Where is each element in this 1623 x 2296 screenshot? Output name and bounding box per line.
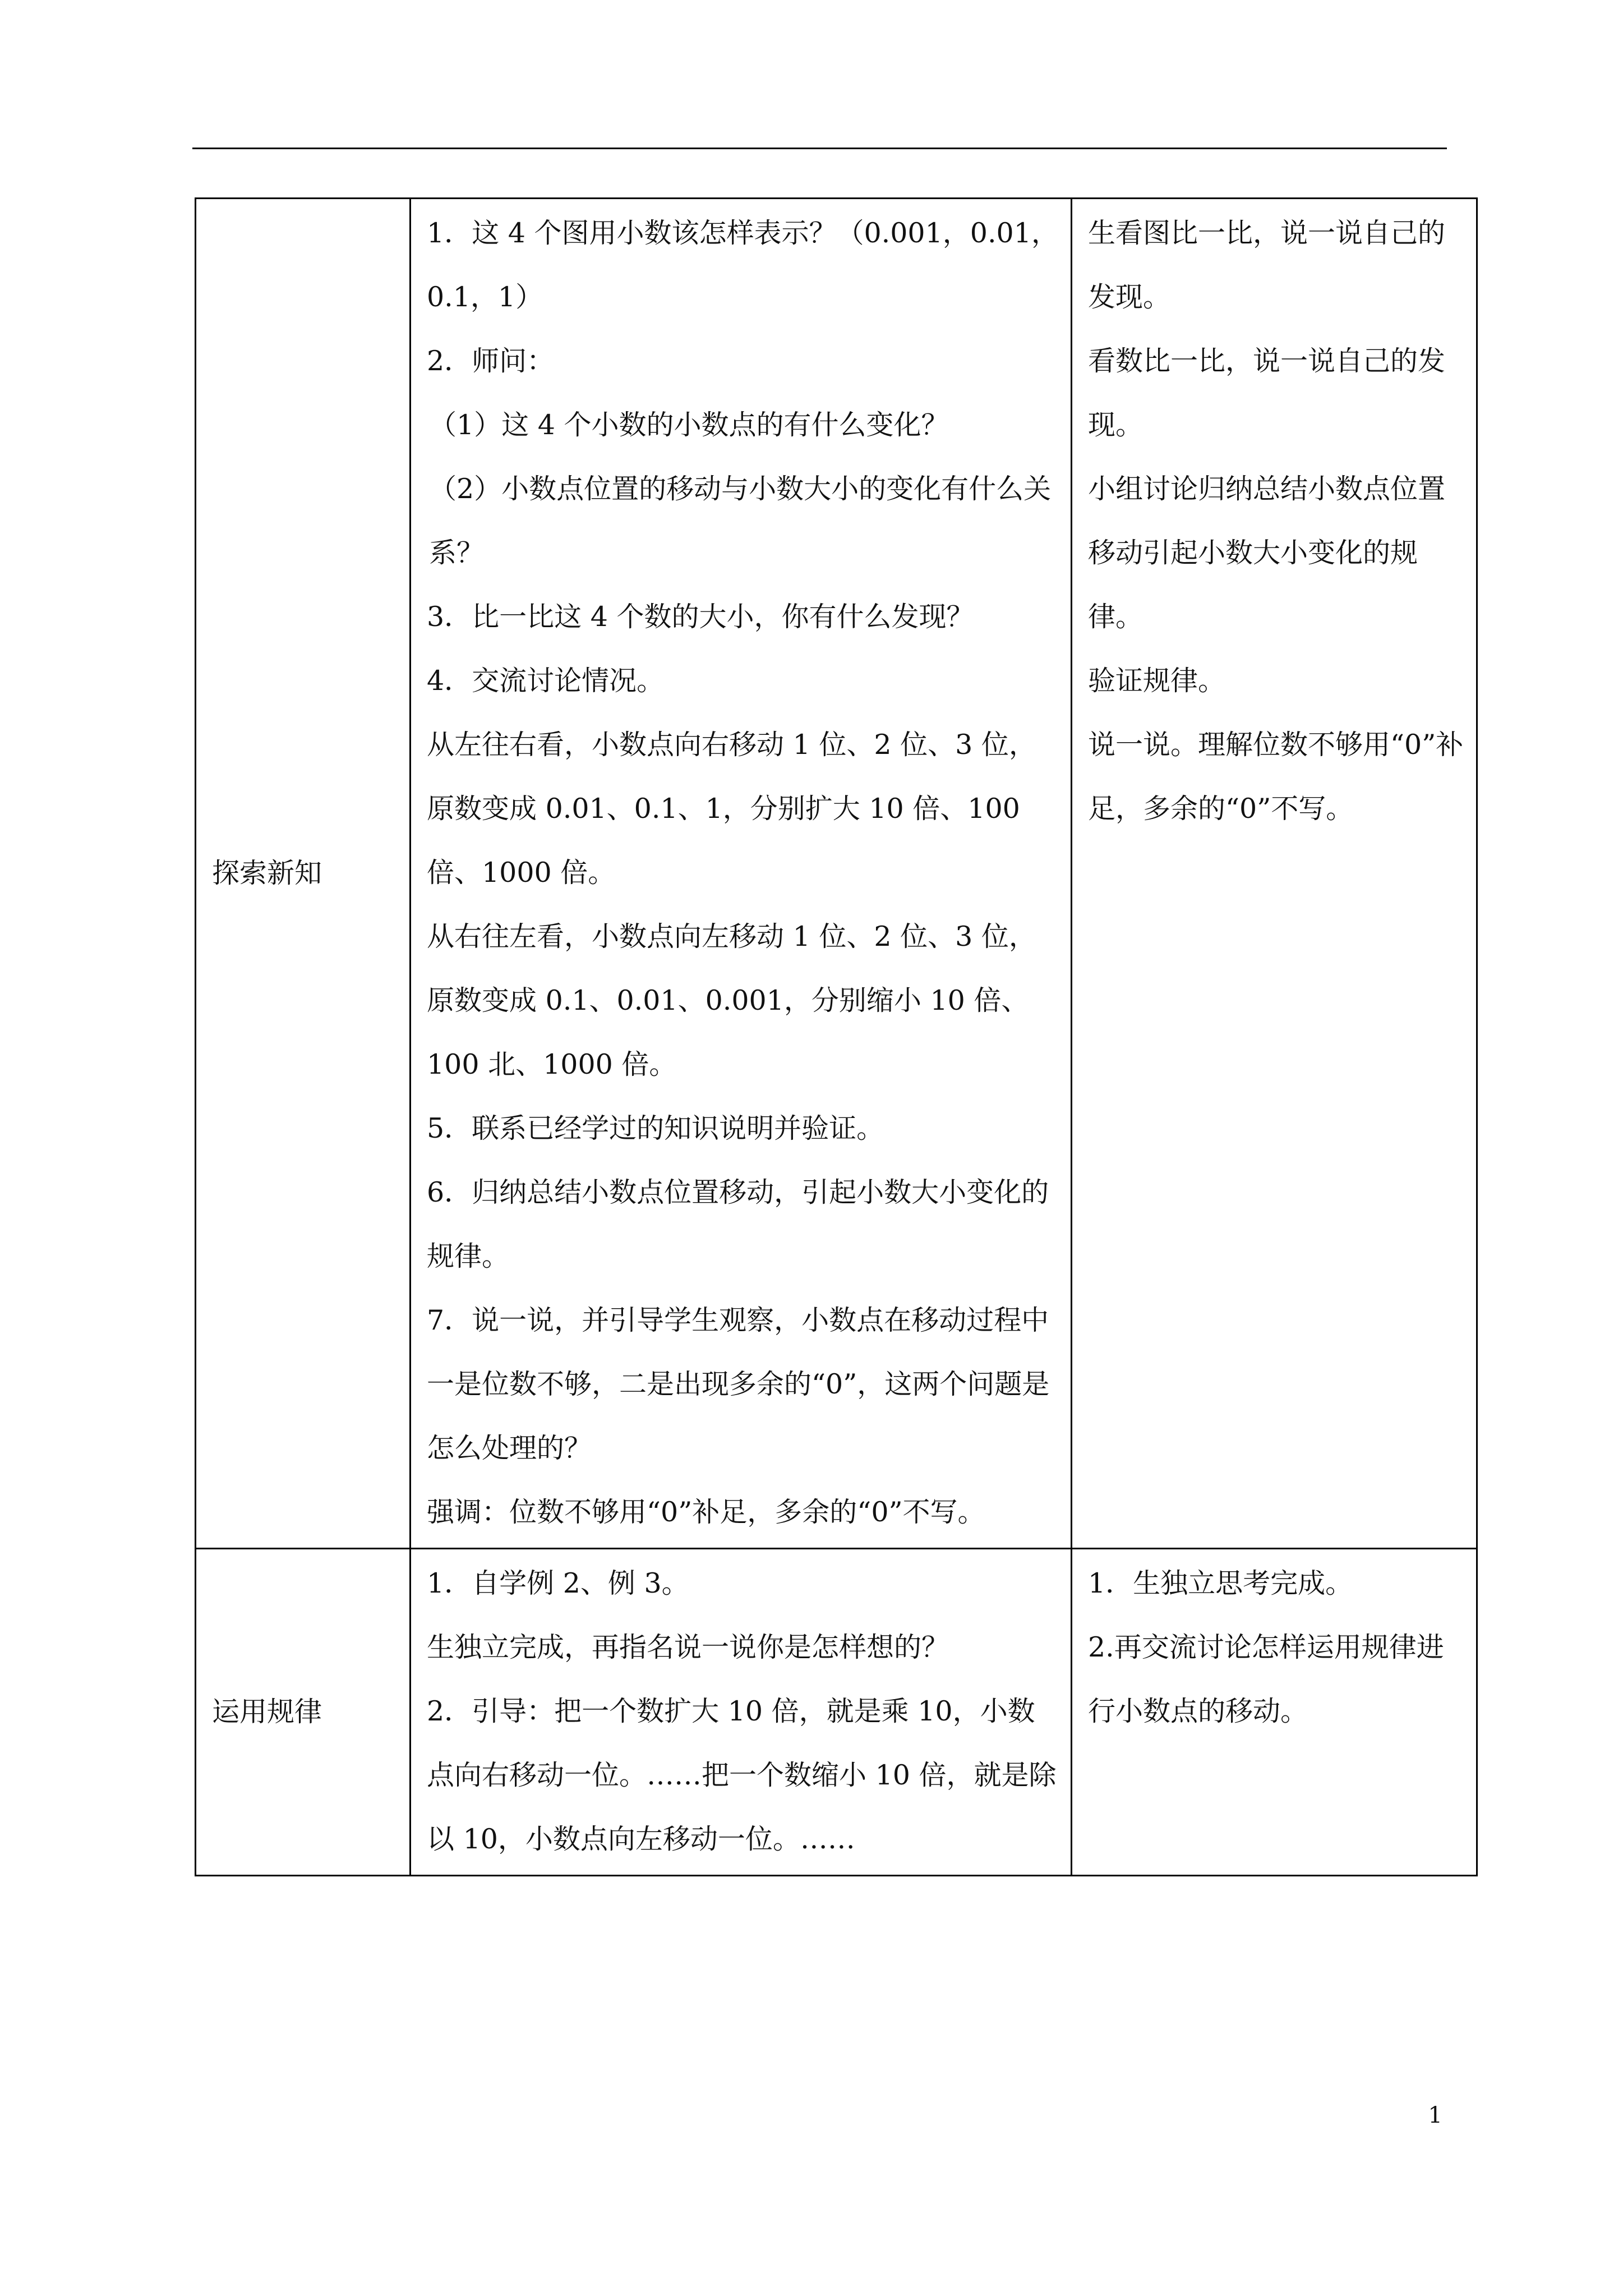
student-paragraph: 小组讨论归纳总结小数点位置移动引起小数大小变化的规律。 — [1088, 473, 1446, 633]
teacher-activity-cell — [411, 1549, 1072, 1876]
stage-cell: 运用规律 — [196, 1549, 411, 1876]
stage-cell: 探索新知 — [196, 199, 411, 1549]
student-paragraph: 2.再交流讨论怎样运用规律进行小数点的移动。 — [1088, 1631, 1444, 1727]
teacher-paragraph: 强调：位数不够用“0”补足，多余的“0”不写。 — [427, 1496, 985, 1528]
teacher-paragraph: （2）小数点位置的移动与小数大小的变化有什么关系？ — [429, 473, 1052, 569]
teacher-paragraph: 从右往左看，小数点向左移动 1 位、2 位、3 位，原数变成 0.1、0.01、0.001，分别缩小 10 倍、100 北、1000 倍。 — [427, 921, 1036, 1080]
student-paragraph: 验证规律。 — [1088, 665, 1226, 697]
teacher-paragraph: 1．这 4 个图用小数该怎样表示？（0.001，0.01，0.1，1） — [427, 217, 1059, 313]
teacher-paragraph: 5．联系已经学过的知识说明并验证。 — [427, 1112, 884, 1144]
teacher-paragraph: 2．引导：把一个数扩大 10 倍，就是乘 10，小数点向右移动一位。……把一个数缩小 10 倍，就是除以 10，小数点向左移动一位。…… — [427, 1695, 1057, 1855]
student-paragraph: 生看图比一比，说一说自己的发现。 — [1088, 217, 1446, 313]
lesson-plan-table — [195, 197, 1478, 1876]
student-activity-cell — [1072, 199, 1477, 1549]
teacher-paragraph: 6．归纳总结小数点位置移动，引起小数大小变化的规律。 — [427, 1176, 1049, 1272]
student-activity-cell — [1072, 1549, 1477, 1876]
table-row — [196, 199, 1477, 1549]
teacher-paragraph: 4．交流讨论情况。 — [427, 665, 665, 697]
teacher-paragraph: （1）这 4 个小数的小数点的有什么变化？ — [429, 409, 949, 441]
teacher-activity-cell — [411, 199, 1072, 1549]
page-number: 1 — [1428, 2102, 1442, 2128]
teacher-paragraph: 1．自学例 2、例 3。 — [427, 1567, 689, 1599]
teacher-paragraph: 生独立完成，再指名说一说你是怎样想的？ — [427, 1631, 949, 1663]
table-row — [196, 1549, 1477, 1876]
student-paragraph: 说一说。理解位数不够用“0”补足，多余的“0”不写。 — [1088, 729, 1464, 825]
teacher-paragraph: 7．说一说，并引导学生观察，小数点在移动过程中一是位数不够，二是出现多余的“0”，这两个问题是怎么处理的？ — [427, 1304, 1050, 1464]
teacher-paragraph: 3．比一比这 4 个数的大小，你有什么发现？ — [427, 601, 974, 633]
student-paragraph: 看数比一比，说一说自己的发现。 — [1088, 345, 1446, 441]
teacher-paragraph: 2．师问： — [427, 345, 555, 377]
header-rule — [192, 148, 1447, 149]
student-paragraph: 1．生独立思考完成。 — [1088, 1567, 1353, 1599]
teacher-paragraph: 从左往右看，小数点向右移动 1 位、2 位、3 位，原数变成 0.01、0.1、1，分别扩大 10 倍、100 倍、1000 倍。 — [427, 729, 1036, 889]
